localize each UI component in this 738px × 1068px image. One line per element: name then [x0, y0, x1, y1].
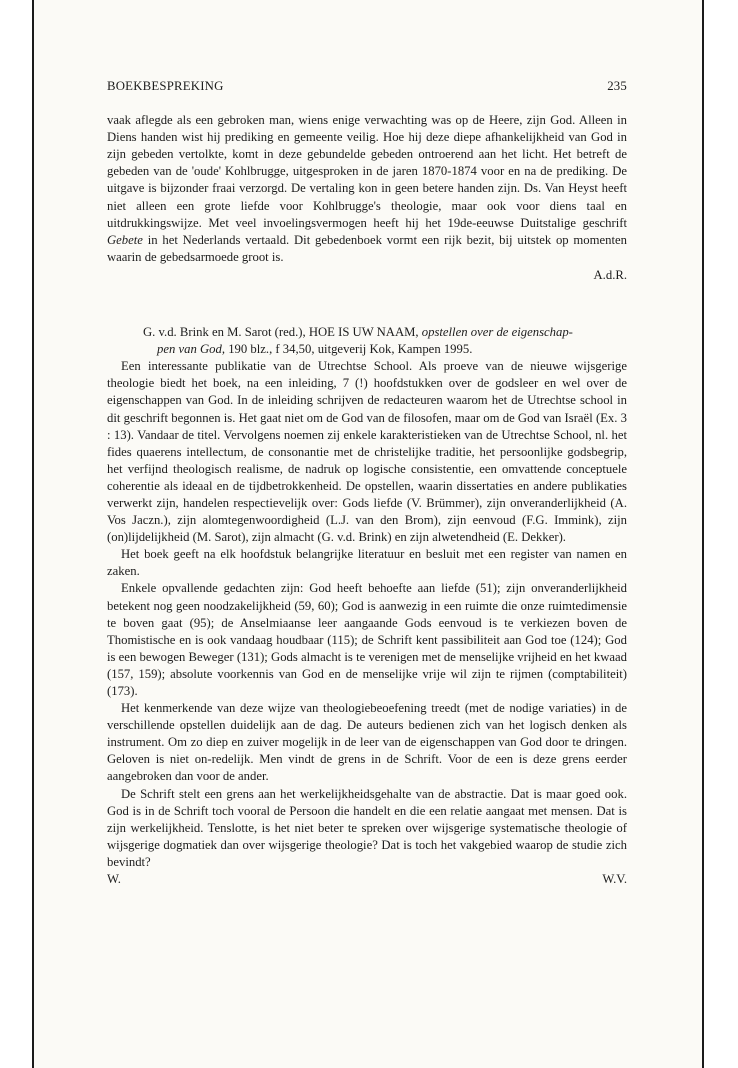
running-title: BOEKBESPREKING [107, 79, 224, 93]
book-page [32, 0, 704, 1068]
running-header [107, 78, 627, 95]
review2-paragraph: Het kenmerkende van deze wijze van theologiebeoefening treedt (met de nodige variaties) in de verschillende opstellen duidelijk aan de dag. De auteurs bedienen zich van het logisch denken als instrument. Om zo diep en zuiver mogelijk in de leer van de eigenschappen van God door te dringen. Geloven is niet on-redelijk. Men vindt de grens in de Schrift. Voor de een is deze grens eerder aangebroken dan voor de ander. [107, 701, 627, 784]
review2-signature-left: W. [107, 872, 121, 887]
review1-signature: A.d.R. [593, 267, 627, 282]
page-number: 235 [607, 79, 627, 93]
review1-paragraph: vaak aflegde als een gebroken man, wiens enige verwachting was op de Heere, zijn God. Alleen in Diens handen wist hij prediking en gemeente veilig. Hoe hij deze diepe afhankelijkheid van God in zijn gebeden vertolkte, komt in deze gebundelde gebeden ontroerend aan het licht. Het betreft de gebeden van de 'oude' Kohlbrugge, uitgesproken in de jaren 1870-1874 voor en na de prediking. De uitgave is bijzonder fraai verzorgd. De vertaling kon in geen betere handen zijn. Ds. Van Heyst heeft niet alleen een grote liefde voor Kohlbrugge's theologie, maar ook voor diens taal en uitdrukkingswijze. Met veel invoelingsvermogen heeft hij het 19de-eeuwse Duitstalige geschrift Gebete in het Nederlands vertaald. Dit gebedenboek vormt een rijk bezit, bij uitstek op momenten waarin de gebedsarmoede groot is. [107, 113, 627, 264]
review2-paragraph: Enkele opvallende gedachten zijn: God heeft behoefte aan liefde (51); zijn onveranderlijkheid betekent nog geen noodzakelijkheid (59, 60); God is aanwezig in een ruimte die onze ruimtedimensie te boven gaat (95); de Anselmiaanse leer aangaande Gods eenvoud is te verkiezen boven de Thomistische en is ook vandaag houdbaar (115); de Schrift kent passibiliteit aan God toe (124); God is een bewogen Beweger (131); Gods almacht is te verenigen met de menselijke vrijheid en het kwaad (157, 159); absolute voorkennis van God en de menselijke vrije wil zijn te rijmen (comptabiliteit) (173). [107, 581, 627, 698]
page-content [107, 78, 627, 888]
review1-italic-title: Gebete [107, 232, 143, 247]
review2-paragraph: Het boek geeft na elk hoofdstuk belangrijke literatuur en besluit met een register van namen en zaken. [107, 547, 627, 579]
review2-bibliographic-reference: G. v.d. Brink en M. Sarot (red.), HOE IS UW NAAM, opstellen over de eigenschap- pen van God, 190 blz., f 34,50, uitgeverij Kok, Kampen 1995. [143, 325, 573, 357]
review2-paragraph: De Schrift stelt een grens aan het werkelijkheidsgehalte van de abstractie. Dat is maar goed ook. God is in de Schrift toch vooral de Persoon die handelt en die een relatie aangaat met mensen. Dat is zijn werkelijkheid. Tenslotte, is het niet beter te spreken over wijsgerige systematische theologie of wijsgerige dogmatiek dan over wijsgerige theologie? Dat is toch het vakgebied waarop de studie zich bevindt? [107, 786, 627, 869]
review2-paragraph: Een interessante publikatie van de Utrechtse School. Als proeve van de nieuwe wijsgerige theologie biedt het boek, na een inleiding, 7 (!) hoofdstukken over de godsleer en wel over de eigenschappen van God. In de inleiding schrijven de redacteuren waarom het de Utrechtse school in dit geschrift begonnen is. Het gaat niet om de God van de filosofen, maar om de God van Israël (Ex. 3 : 13). Vandaar de titel. Vervolgens noemen zij enkele karakteristieken van de Utrechtse School, nl. het fides quaerens intellectum, de consonantie met de christelijke traditie, het persoonlijke godsbegrip, het verfijnd theologisch realisme, de nadruk op logische consistentie, een omvattende conceptuele coherentie als ideaal en de tijdbetrokkenheid. De opstellen, waarin dissertaties en andere publikaties verwerkt zijn, handelen respectievelijk over: Gods liefde (V. Brümmer), zijn onveranderlijkheid (A. Vos Jaczn.), zijn alomtegenwoordigheid (L.J. van den Brom), zijn eenvoud (F.G. Immink), zijn (on)lijdelijkheid (M. Sarot), zijn almacht (G. v.d. Brink) en zijn alwetendheid (E. Dekker). [107, 359, 627, 545]
review2-signatures [107, 871, 627, 888]
review2-signature-right: W.V. [602, 872, 627, 887]
